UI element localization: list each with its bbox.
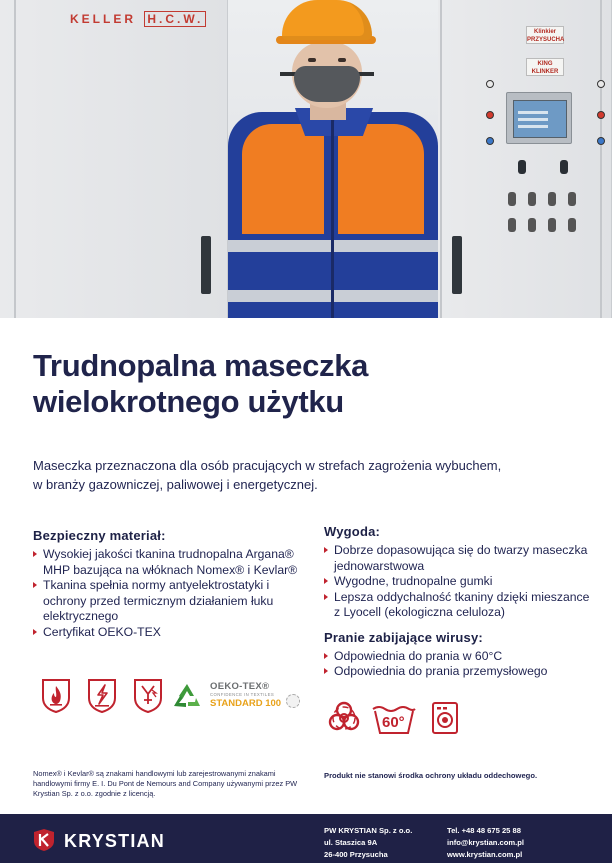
wash-temperature: 60° bbox=[382, 714, 405, 731]
selector-switch bbox=[568, 218, 576, 232]
company-contact bbox=[447, 825, 524, 861]
list-item: Odpowiednia do prania w 60°C bbox=[324, 649, 594, 665]
list-item: Odpowiednia do prania przemysłowego bbox=[324, 664, 594, 680]
address-line: ul. Staszica 9A bbox=[324, 838, 378, 847]
address-line: PW KRYSTIAN Sp. z o.o. bbox=[324, 826, 413, 835]
cabinet-left bbox=[0, 0, 228, 318]
intro-paragraph: Maseczka przeznaczona dla osób pracujących w strefach zagrożenia wybuchem, w branży gazowniczej, paliwowej i energetycznej. bbox=[33, 458, 502, 492]
wash-heading: Pranie zabijające wirusy: bbox=[324, 629, 483, 645]
indicator-light bbox=[486, 111, 494, 119]
comfort-list bbox=[324, 543, 594, 621]
oeko-tex-logo bbox=[210, 681, 302, 713]
king-klinker-badge: KING KLINKER bbox=[526, 58, 564, 76]
electric-arc-shield-icon bbox=[86, 676, 118, 714]
biohazard-icon bbox=[327, 701, 361, 735]
control-panel-screen bbox=[506, 92, 572, 144]
cabinet-seam bbox=[440, 0, 442, 318]
page-title bbox=[33, 348, 573, 420]
comfort-heading: Wygoda: bbox=[324, 524, 381, 539]
selector-switch bbox=[508, 192, 516, 206]
email-link[interactable]: info@krystian.com.pl bbox=[447, 838, 525, 847]
oeko-tex-label: OEKO-TEX® bbox=[210, 681, 270, 692]
recycle-triangle-icon bbox=[172, 682, 202, 710]
selector-switch bbox=[560, 160, 568, 174]
selector-switch bbox=[548, 192, 556, 206]
trademark-footnote: Nomex® i Kevlar® są znakami handlowymi lub zarejestrowanymi znakami handlowymi firmy E. I. Du Pont de Nemours and Company używanymi przez PW Krystian Sp. z o.o. zgodnie z licencją. bbox=[33, 769, 298, 798]
title-line-1: Trudnopalna maseczka bbox=[33, 348, 369, 383]
bullet-arrow-icon bbox=[324, 547, 328, 553]
cabinet-handle bbox=[201, 236, 211, 294]
wash-section bbox=[324, 630, 594, 680]
selector-switch bbox=[568, 192, 576, 206]
brand-name: KRYSTIAN bbox=[64, 831, 165, 851]
indicator-light bbox=[486, 137, 494, 145]
oeko-tex-seal-icon bbox=[286, 694, 300, 708]
indicator-light bbox=[486, 80, 494, 88]
oeko-tex-tagline: CONFIDENCE IN TEXTILES bbox=[210, 692, 275, 697]
jacket-orange-panel bbox=[338, 124, 424, 234]
cabinet-right bbox=[438, 0, 612, 318]
footer-bar bbox=[0, 814, 612, 863]
hero-photo bbox=[0, 0, 612, 318]
indicator-light bbox=[597, 111, 605, 119]
cabinet-seam bbox=[600, 0, 602, 318]
title-line-2: wielokrotnego użytku bbox=[33, 384, 344, 419]
website-link[interactable]: www.krystian.com.pl bbox=[447, 850, 523, 859]
factory-sign-text: KELLER bbox=[70, 12, 136, 26]
selector-switch bbox=[508, 218, 516, 232]
worker-figure bbox=[228, 0, 438, 318]
cabinet-handle bbox=[452, 236, 462, 294]
list-item: Certyfikat OEKO-TEX bbox=[33, 625, 308, 641]
factory-sign bbox=[70, 12, 206, 26]
list-item: Tkanina spełnia normy antyelektrostatyki i ochrony przed termicznym działaniem łuku elektrycznego bbox=[33, 578, 308, 625]
klinkier-badge: Klinkier PRZYSUCHA bbox=[526, 26, 564, 44]
industrial-washer-icon bbox=[431, 701, 459, 735]
phone-number[interactable]: Tel. +48 48 675 25 88 bbox=[447, 826, 521, 835]
bullet-arrow-icon bbox=[324, 578, 328, 584]
bullet-arrow-icon bbox=[324, 653, 328, 659]
bullet-arrow-icon bbox=[33, 629, 37, 635]
bullet-arrow-icon bbox=[324, 668, 328, 674]
material-section bbox=[33, 528, 308, 640]
jacket-orange-panel bbox=[242, 124, 324, 234]
list-item: Lepsza oddychalność tkaniny dzięki mieszance z Lyocell (ekologiczna celuloza) bbox=[324, 590, 594, 621]
material-heading: Bezpieczny materiał: bbox=[33, 528, 166, 543]
factory-sign-box: H.C.W. bbox=[144, 11, 206, 27]
cabinet-seam bbox=[14, 0, 16, 318]
flame-retardant-mask bbox=[294, 66, 360, 102]
wash-60-icon bbox=[371, 703, 417, 735]
jacket-zip bbox=[331, 118, 334, 318]
flame-shield-icon bbox=[40, 676, 72, 714]
selector-switch bbox=[528, 218, 536, 232]
respiratory-disclaimer: Produkt nie stanowi środka ochrony układu oddechowego. bbox=[324, 771, 538, 780]
list-item: Wysokiej jakości tkanina trudnopalna Argana® MHP bazująca na włóknach Nomex® i Kevlar® bbox=[33, 547, 308, 578]
indicator-light bbox=[597, 137, 605, 145]
selector-switch bbox=[518, 160, 526, 174]
bullet-arrow-icon bbox=[324, 594, 328, 600]
krystian-logo-icon bbox=[33, 828, 55, 852]
list-item: Wygodne, trudnopalne gumki bbox=[324, 574, 594, 590]
address-line: 26-400 Przysucha bbox=[324, 850, 388, 859]
comfort-section bbox=[324, 524, 594, 680]
bullet-arrow-icon bbox=[33, 551, 37, 557]
company-address bbox=[324, 825, 412, 861]
selector-switch bbox=[528, 192, 536, 206]
antistatic-shield-icon bbox=[132, 676, 164, 714]
worker-eye bbox=[308, 58, 316, 62]
list-item: Dobrze dopasowująca się do twarzy maseczka jednowarstwowa bbox=[324, 543, 594, 574]
worker-eye bbox=[338, 58, 346, 62]
material-list bbox=[33, 547, 308, 640]
oeko-tex-standard: STANDARD 100 bbox=[210, 698, 282, 709]
selector-switch bbox=[548, 218, 556, 232]
hard-hat bbox=[282, 0, 372, 40]
indicator-light bbox=[597, 80, 605, 88]
bullet-arrow-icon bbox=[33, 582, 37, 588]
wash-list bbox=[324, 649, 594, 680]
